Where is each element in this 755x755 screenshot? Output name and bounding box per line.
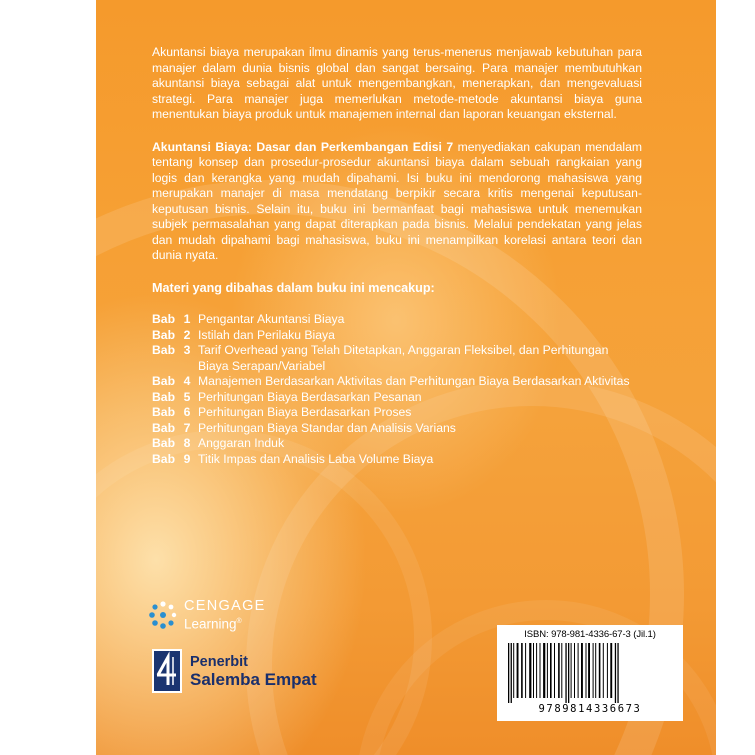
- learning-wordmark: Learning: [184, 616, 237, 632]
- chapter-title: Anggaran Induk: [198, 436, 285, 450]
- chapter-label: Bab: [152, 343, 176, 357]
- chapter-item: [152, 405, 642, 421]
- chapter-label: Bab: [152, 374, 176, 388]
- chapter-item: [152, 452, 642, 468]
- cengage-logo: [148, 598, 266, 633]
- chapter-number: 2: [183, 327, 191, 342]
- barcode-icon: [506, 643, 674, 703]
- contents-heading: Materi yang dibahas dalam buku ini mencakup:: [152, 280, 435, 295]
- trademark-symbol: ®: [236, 618, 242, 625]
- chapter-number: 6: [183, 405, 191, 419]
- description-paragraph-2: [152, 140, 642, 264]
- chapter-item: [152, 374, 642, 390]
- chapter-number: 8: [183, 436, 191, 450]
- chapter-list: [152, 312, 642, 467]
- chapter-title: Perhitungan Biaya Berdasarkan Pesanan: [198, 389, 422, 404]
- isbn-text: ISBN: 978-981-4336-67-3 (Jil.1): [524, 629, 656, 640]
- chapter-item: [152, 421, 642, 437]
- chapter-label: Bab: [152, 420, 176, 435]
- chapter-title: Pengantar Akuntansi Biaya: [198, 312, 345, 326]
- description-paragraph-1: Akuntansi biaya merupakan ilmu dinamis yang terus-menerus menjawab kebutuhan para manajer dalam dunia bisnis global dan sangat bersaing. Para manajer membutuhkan akuntansi biaya sebagai alat untuk mengembangkan, menerapkan, dan mengevaluasi strategi. Para manajer juga memerlukan metode-metode akuntansi biaya guna menentukan biaya produk untuk manajemen internal dan laporan keuangan eksternal.: [152, 45, 642, 121]
- publisher-prefix: Penerbit: [190, 654, 249, 670]
- salemba-empat-logo: [152, 649, 317, 693]
- chapter-item: [152, 436, 642, 452]
- chapter-item: [152, 328, 642, 344]
- chapter-title: Manajemen Berdasarkan Aktivitas dan Perhitungan Biaya Berdasarkan Aktivitas: [198, 374, 630, 388]
- chapter-title: Tarif Overhead yang Telah Ditetapkan, Anggaran Fleksibel, dan Perhitungan Biaya Serapan/Variabel: [198, 343, 609, 373]
- chapter-number: 9: [183, 451, 191, 466]
- chapter-item: [152, 312, 642, 328]
- barcode-box: [497, 625, 683, 721]
- chapter-label: Bab: [152, 327, 176, 342]
- chapter-item: [152, 343, 642, 374]
- chapter-label: Bab: [152, 389, 176, 404]
- chapter-item: [152, 390, 642, 406]
- chapter-title: Perhitungan Biaya Berdasarkan Proses: [198, 405, 412, 419]
- chapter-label: Bab: [152, 405, 176, 419]
- chapter-number: 3: [183, 343, 191, 357]
- chapter-number: 4: [183, 374, 191, 388]
- chapter-label: Bab: [152, 436, 176, 450]
- chapter-number: 5: [183, 389, 191, 404]
- cover-text: [152, 45, 642, 467]
- cengage-wordmark: CENGAGE: [184, 598, 266, 614]
- chapter-number: 7: [183, 420, 191, 435]
- chapter-label: Bab: [152, 451, 176, 466]
- chapter-title: Istilah dan Perilaku Biaya: [198, 327, 335, 342]
- chapter-title: Titik Impas dan Analisis Laba Volume Biaya: [198, 451, 434, 466]
- chapter-title: Perhitungan Biaya Standar dan Analisis Varians: [198, 420, 456, 435]
- description-paragraph-2-text: menyediakan cakupan mendalam tentang konsep dan prosedur-prosedur akuntansi biaya dalam sebuah rangkaian yang logis dan kerangka yang mudah dipahami. Isi buku ini mendorong mahasiswa yang merupakan manajer di masa mendatang berpikir secara kritis mengenai keputusan-keputusan bisnis. Selain itu, buku ini bermanfaat bagi mahasiswa untuk menemukan subjek permasalahan yang dapat diterapkan pada bisnis. Melalui pendekatan yang jelas dan mudah dipahami bagi mahasiswa, buku ini menampilkan korelasi antara teori dan dunia nyata.: [152, 139, 642, 262]
- ean-number: 9789814336673: [538, 703, 642, 715]
- chapter-number: 1: [183, 312, 191, 326]
- book-title-inline: Akuntansi Biaya: Dasar dan Perkembangan Edisi 7: [152, 139, 454, 154]
- back-cover: [96, 0, 716, 755]
- cengage-logo-icon: [148, 600, 178, 630]
- chapter-label: Bab: [152, 312, 176, 326]
- publisher-name: Salemba Empat: [190, 670, 317, 689]
- salemba-empat-logo-icon: [152, 649, 182, 693]
